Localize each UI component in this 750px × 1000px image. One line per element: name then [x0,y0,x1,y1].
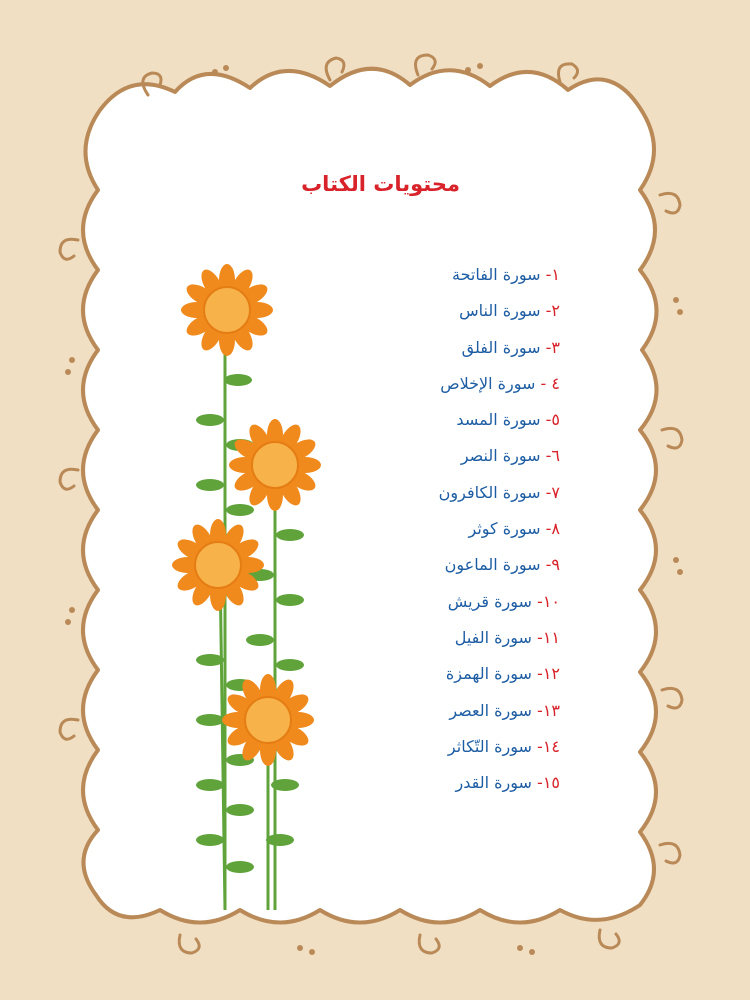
toc-item[interactable] [380,732,560,768]
toc-surah-name: سورة الفاتحة [452,265,541,284]
toc-surah-name: سورة الكافرون [438,482,541,502]
toc-number: ٩- [545,555,560,575]
toc-surah-name: سورة النصر [460,446,541,466]
toc-item[interactable] [380,659,560,695]
toc-item[interactable] [380,696,560,732]
table-of-contents [380,260,560,804]
toc-number: ٣- [545,337,560,357]
toc-item[interactable] [380,441,560,477]
toc-surah-name: سورة قريش [447,591,532,611]
toc-number: ١٢- [537,664,560,684]
toc-surah-name: سورة المسد [456,410,541,430]
toc-number: ٧- [545,482,560,502]
toc-item[interactable] [380,514,560,550]
toc-number: ٨- [545,519,560,539]
toc-surah-name: سورة العصر [449,700,532,720]
toc-number: ١١- [537,627,560,647]
toc-surah-name: سورة كوثر [468,519,541,539]
toc-number: ١٠- [537,591,560,611]
toc-surah-name: سورة القدر [455,773,532,793]
toc-surah-name: سورة الناس [459,301,541,321]
toc-item[interactable] [380,333,560,369]
toc-number: ٦- [545,446,560,466]
toc-surah-name: سورة التّكاثر [447,736,532,756]
toc-surah-name: سورة الفلق [461,337,541,357]
toc-item[interactable] [380,405,560,441]
toc-surah-name: سورة الفيل [454,627,532,647]
toc-item[interactable] [380,550,560,586]
toc-item[interactable] [380,369,560,405]
toc-item[interactable] [380,623,560,659]
toc-number: ١٥- [537,773,560,793]
toc-item[interactable] [380,768,560,804]
toc-number: ٥- [545,410,560,430]
toc-number: ١٣- [537,700,560,720]
toc-number: ١- [545,265,560,284]
toc-item[interactable] [380,587,560,623]
toc-surah-name: سورة الهمزة [445,664,532,684]
toc-item[interactable] [380,478,560,514]
toc-item[interactable] [380,296,560,332]
toc-item[interactable] [380,260,560,296]
toc-number: ٢- [545,301,560,321]
toc-surah-name: سورة الإخلاص [440,373,536,393]
page-title: محتويات الكتاب [301,172,460,196]
toc-number: ١٤- [537,736,560,756]
toc-surah-name: سورة الماعون [444,555,541,575]
sunflower-illustration-icon [160,255,330,915]
toc-number: ٤ - [540,373,560,393]
